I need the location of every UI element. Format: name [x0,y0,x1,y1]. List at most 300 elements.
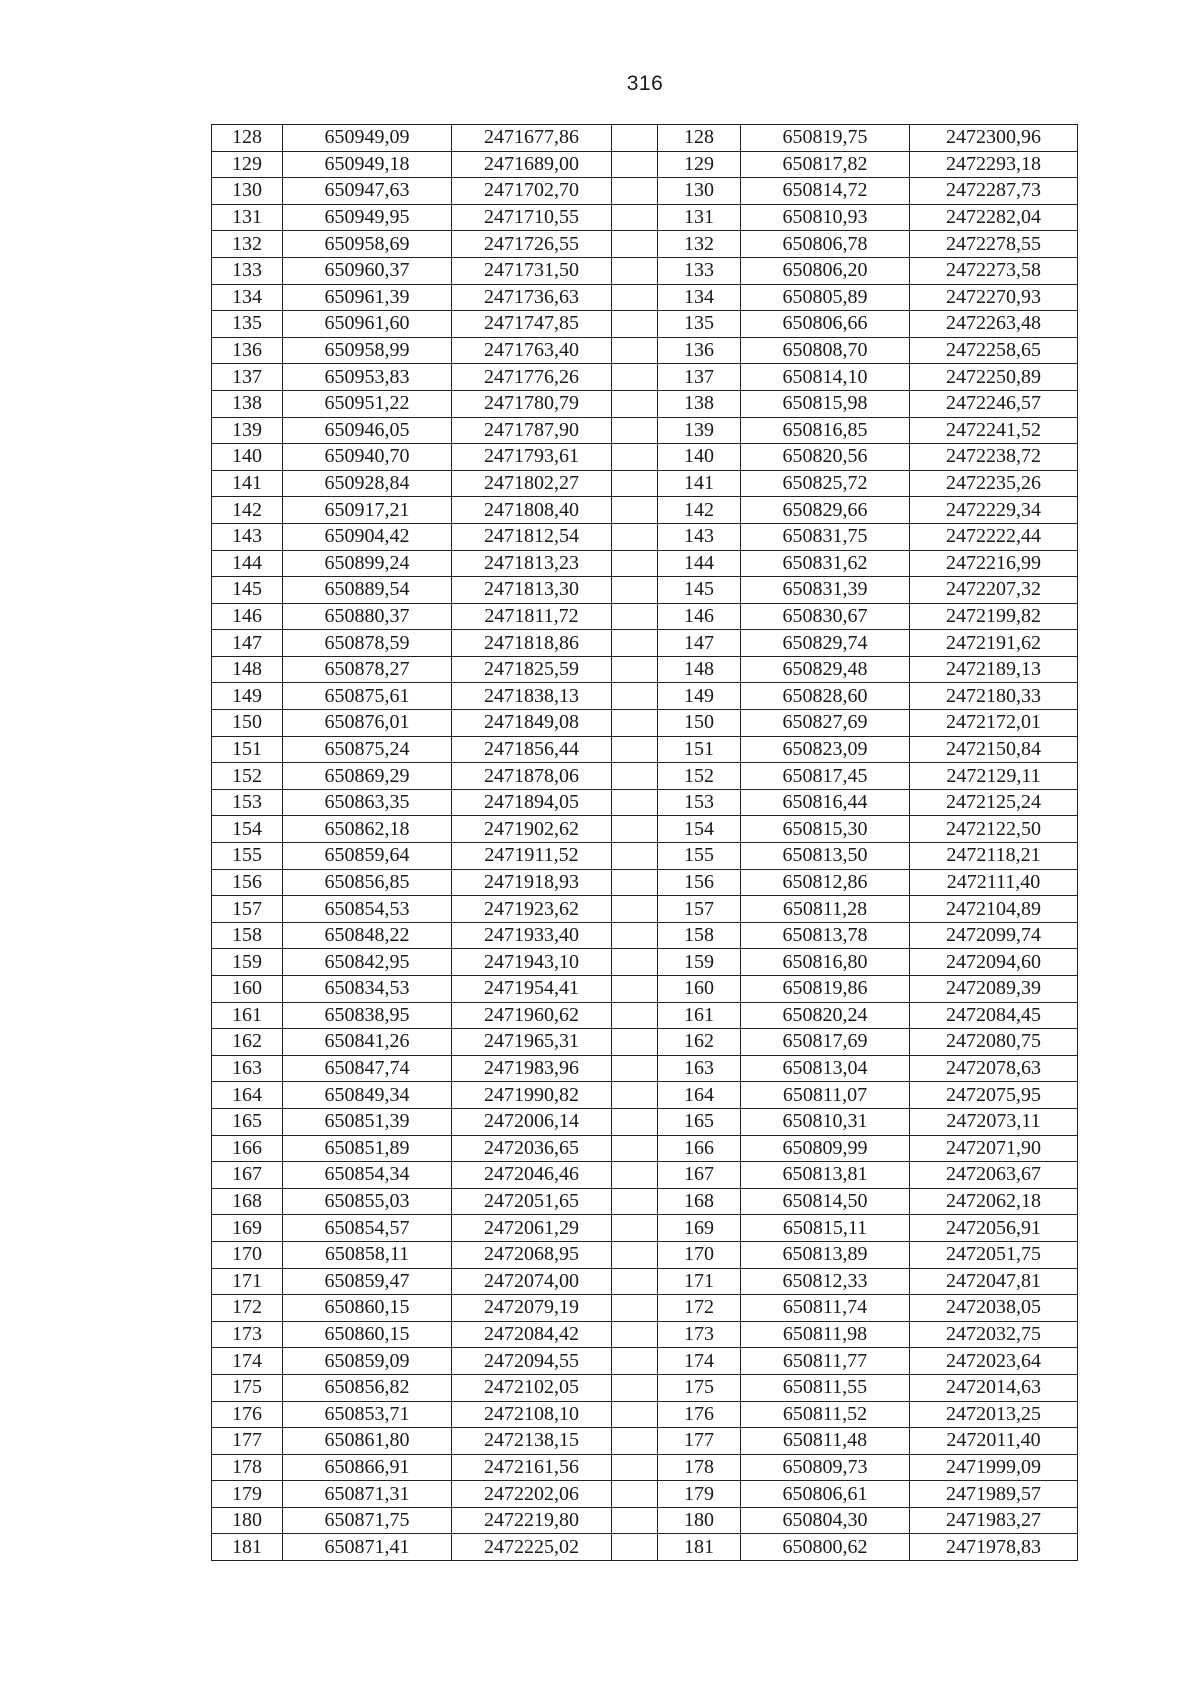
x-coordinate-left-cell: 650866,91 [283,1454,452,1481]
y-coordinate-right-cell: 2472084,45 [910,1002,1078,1029]
x-coordinate-right-cell: 650806,78 [741,231,910,258]
empty-separator-cell [612,257,658,284]
empty-separator-cell [612,1188,658,1215]
point-number-right-cell: 137 [658,364,741,391]
point-number-right-cell: 139 [658,417,741,444]
x-coordinate-left-cell: 650875,61 [283,683,452,710]
x-coordinate-left-cell: 650854,34 [283,1162,452,1189]
y-coordinate-left-cell: 2472006,14 [452,1108,612,1135]
x-coordinate-right-cell: 650805,89 [741,284,910,311]
point-number-left-cell: 148 [212,656,283,683]
x-coordinate-left-cell: 650878,59 [283,630,452,657]
point-number-left-cell: 143 [212,523,283,550]
point-number-right-cell: 136 [658,337,741,364]
x-coordinate-right-cell: 650813,78 [741,922,910,949]
table-row [212,763,1078,790]
point-number-left-cell: 136 [212,337,283,364]
table-row [212,1215,1078,1242]
point-number-right-cell: 145 [658,577,741,604]
y-coordinate-right-cell: 2472111,40 [910,869,1078,896]
x-coordinate-right-cell: 650810,31 [741,1108,910,1135]
x-coordinate-right-cell: 650828,60 [741,683,910,710]
point-number-right-cell: 142 [658,497,741,524]
empty-separator-cell [612,1321,658,1348]
table-row [212,1188,1078,1215]
y-coordinate-right-cell: 2472063,67 [910,1162,1078,1189]
x-coordinate-right-cell: 650817,45 [741,763,910,790]
y-coordinate-left-cell: 2471923,62 [452,896,612,923]
point-number-left-cell: 173 [212,1321,283,1348]
empty-separator-cell [612,710,658,737]
y-coordinate-right-cell: 2472229,34 [910,497,1078,524]
x-coordinate-right-cell: 650810,93 [741,204,910,231]
point-number-right-cell: 147 [658,630,741,657]
y-coordinate-left-cell: 2472061,29 [452,1215,612,1242]
x-coordinate-right-cell: 650819,75 [741,125,910,152]
y-coordinate-right-cell: 2472032,75 [910,1321,1078,1348]
x-coordinate-left-cell: 650953,83 [283,364,452,391]
point-number-left-cell: 135 [212,311,283,338]
point-number-right-cell: 165 [658,1108,741,1135]
x-coordinate-right-cell: 650806,20 [741,257,910,284]
point-number-left-cell: 153 [212,789,283,816]
page-number: 316 [626,72,664,95]
x-coordinate-right-cell: 650830,67 [741,603,910,630]
x-coordinate-left-cell: 650876,01 [283,710,452,737]
y-coordinate-right-cell: 2471989,57 [910,1481,1078,1508]
empty-separator-cell [612,1428,658,1455]
x-coordinate-right-cell: 650809,73 [741,1454,910,1481]
x-coordinate-left-cell: 650958,69 [283,231,452,258]
table-row [212,656,1078,683]
table-row [212,417,1078,444]
table-row [212,337,1078,364]
table-row [212,789,1078,816]
empty-separator-cell [612,1401,658,1428]
x-coordinate-left-cell: 650853,71 [283,1401,452,1428]
point-number-right-cell: 157 [658,896,741,923]
y-coordinate-right-cell: 2472080,75 [910,1029,1078,1056]
point-number-left-cell: 162 [212,1029,283,1056]
point-number-left-cell: 128 [212,125,283,152]
x-coordinate-right-cell: 650813,04 [741,1055,910,1082]
point-number-right-cell: 160 [658,976,741,1003]
x-coordinate-left-cell: 650838,95 [283,1002,452,1029]
x-coordinate-right-cell: 650816,85 [741,417,910,444]
y-coordinate-left-cell: 2471793,61 [452,444,612,471]
x-coordinate-right-cell: 650831,39 [741,577,910,604]
x-coordinate-right-cell: 650817,69 [741,1029,910,1056]
x-coordinate-right-cell: 650811,77 [741,1348,910,1375]
point-number-left-cell: 156 [212,869,283,896]
point-number-right-cell: 141 [658,470,741,497]
y-coordinate-left-cell: 2472108,10 [452,1401,612,1428]
x-coordinate-right-cell: 650817,82 [741,151,910,178]
table-row [212,550,1078,577]
point-number-right-cell: 144 [658,550,741,577]
y-coordinate-right-cell: 2472191,62 [910,630,1078,657]
y-coordinate-left-cell: 2471808,40 [452,497,612,524]
y-coordinate-left-cell: 2472084,42 [452,1321,612,1348]
y-coordinate-right-cell: 2472104,89 [910,896,1078,923]
empty-separator-cell [612,1348,658,1375]
table-body [212,125,1078,1561]
point-number-left-cell: 141 [212,470,283,497]
table-row [212,1374,1078,1401]
x-coordinate-left-cell: 650851,39 [283,1108,452,1135]
x-coordinate-right-cell: 650811,55 [741,1374,910,1401]
y-coordinate-left-cell: 2472102,05 [452,1374,612,1401]
table-row [212,1002,1078,1029]
y-coordinate-left-cell: 2471902,62 [452,816,612,843]
point-number-right-cell: 146 [658,603,741,630]
x-coordinate-right-cell: 650831,75 [741,523,910,550]
point-number-left-cell: 150 [212,710,283,737]
y-coordinate-left-cell: 2472046,46 [452,1162,612,1189]
y-coordinate-left-cell: 2471965,31 [452,1029,612,1056]
y-coordinate-left-cell: 2471763,40 [452,337,612,364]
point-number-left-cell: 166 [212,1135,283,1162]
empty-separator-cell [612,869,658,896]
y-coordinate-right-cell: 2472180,33 [910,683,1078,710]
point-number-left-cell: 170 [212,1241,283,1268]
point-number-left-cell: 165 [212,1108,283,1135]
empty-separator-cell [612,1135,658,1162]
point-number-right-cell: 140 [658,444,741,471]
x-coordinate-left-cell: 650946,05 [283,417,452,444]
point-number-left-cell: 133 [212,257,283,284]
x-coordinate-right-cell: 650819,86 [741,976,910,1003]
empty-separator-cell [612,1108,658,1135]
y-coordinate-right-cell: 2472287,73 [910,178,1078,205]
table-row [212,444,1078,471]
x-coordinate-right-cell: 650813,81 [741,1162,910,1189]
y-coordinate-left-cell: 2472051,65 [452,1188,612,1215]
point-number-right-cell: 170 [658,1241,741,1268]
y-coordinate-left-cell: 2471894,05 [452,789,612,816]
table-row [212,1348,1078,1375]
point-number-left-cell: 175 [212,1374,283,1401]
x-coordinate-right-cell: 650831,62 [741,550,910,577]
point-number-right-cell: 132 [658,231,741,258]
y-coordinate-right-cell: 2471999,09 [910,1454,1078,1481]
point-number-left-cell: 144 [212,550,283,577]
x-coordinate-right-cell: 650816,80 [741,949,910,976]
point-number-right-cell: 143 [658,523,741,550]
point-number-left-cell: 172 [212,1295,283,1322]
table-row [212,949,1078,976]
y-coordinate-left-cell: 2471918,93 [452,869,612,896]
empty-separator-cell [612,497,658,524]
point-number-left-cell: 177 [212,1428,283,1455]
y-coordinate-left-cell: 2471747,85 [452,311,612,338]
y-coordinate-left-cell: 2471702,70 [452,178,612,205]
y-coordinate-right-cell: 2472056,91 [910,1215,1078,1242]
x-coordinate-left-cell: 650947,63 [283,178,452,205]
point-number-left-cell: 132 [212,231,283,258]
y-coordinate-right-cell: 2472078,63 [910,1055,1078,1082]
x-coordinate-right-cell: 650814,72 [741,178,910,205]
table-row [212,1507,1078,1534]
table-row [212,869,1078,896]
point-number-left-cell: 154 [212,816,283,843]
x-coordinate-left-cell: 650880,37 [283,603,452,630]
empty-separator-cell [612,816,658,843]
x-coordinate-right-cell: 650829,66 [741,497,910,524]
point-number-right-cell: 167 [658,1162,741,1189]
point-number-right-cell: 172 [658,1295,741,1322]
x-coordinate-left-cell: 650849,34 [283,1082,452,1109]
table-row [212,816,1078,843]
point-number-left-cell: 139 [212,417,283,444]
point-number-right-cell: 171 [658,1268,741,1295]
table-row [212,1295,1078,1322]
table-row [212,1401,1078,1428]
y-coordinate-right-cell: 2472071,90 [910,1135,1078,1162]
y-coordinate-right-cell: 2472150,84 [910,736,1078,763]
y-coordinate-left-cell: 2471960,62 [452,1002,612,1029]
x-coordinate-right-cell: 650823,09 [741,736,910,763]
x-coordinate-left-cell: 650851,89 [283,1135,452,1162]
point-number-right-cell: 153 [658,789,741,816]
table-row [212,204,1078,231]
empty-separator-cell [612,949,658,976]
x-coordinate-left-cell: 650848,22 [283,922,452,949]
table-row [212,178,1078,205]
x-coordinate-right-cell: 650800,62 [741,1534,910,1561]
y-coordinate-right-cell: 2472273,58 [910,257,1078,284]
y-coordinate-left-cell: 2472202,06 [452,1481,612,1508]
table-row [212,1454,1078,1481]
point-number-left-cell: 152 [212,763,283,790]
y-coordinate-right-cell: 2472172,01 [910,710,1078,737]
x-coordinate-right-cell: 650806,61 [741,1481,910,1508]
point-number-left-cell: 140 [212,444,283,471]
y-coordinate-left-cell: 2472138,15 [452,1428,612,1455]
x-coordinate-left-cell: 650869,29 [283,763,452,790]
point-number-left-cell: 130 [212,178,283,205]
empty-separator-cell [612,656,658,683]
empty-separator-cell [612,284,658,311]
empty-separator-cell [612,577,658,604]
point-number-right-cell: 176 [658,1401,741,1428]
y-coordinate-right-cell: 2472023,64 [910,1348,1078,1375]
y-coordinate-right-cell: 2472051,75 [910,1241,1078,1268]
point-number-left-cell: 163 [212,1055,283,1082]
y-coordinate-left-cell: 2472161,56 [452,1454,612,1481]
point-number-left-cell: 129 [212,151,283,178]
point-number-left-cell: 167 [212,1162,283,1189]
point-number-left-cell: 142 [212,497,283,524]
point-number-right-cell: 178 [658,1454,741,1481]
x-coordinate-left-cell: 650861,80 [283,1428,452,1455]
table-row [212,1321,1078,1348]
point-number-left-cell: 151 [212,736,283,763]
y-coordinate-left-cell: 2471856,44 [452,736,612,763]
point-number-right-cell: 164 [658,1082,741,1109]
empty-separator-cell [612,550,658,577]
table-row [212,1108,1078,1135]
table-row [212,710,1078,737]
empty-separator-cell [612,337,658,364]
y-coordinate-left-cell: 2471933,40 [452,922,612,949]
y-coordinate-left-cell: 2471802,27 [452,470,612,497]
point-number-left-cell: 157 [212,896,283,923]
x-coordinate-left-cell: 650961,60 [283,311,452,338]
x-coordinate-right-cell: 650811,28 [741,896,910,923]
point-number-right-cell: 169 [658,1215,741,1242]
empty-separator-cell [612,125,658,152]
y-coordinate-right-cell: 2472258,65 [910,337,1078,364]
x-coordinate-left-cell: 650961,39 [283,284,452,311]
point-number-right-cell: 138 [658,390,741,417]
x-coordinate-right-cell: 650814,50 [741,1188,910,1215]
point-number-left-cell: 176 [212,1401,283,1428]
coordinates-table [211,124,1078,1561]
point-number-left-cell: 159 [212,949,283,976]
table-row [212,603,1078,630]
point-number-right-cell: 166 [658,1135,741,1162]
y-coordinate-left-cell: 2471726,55 [452,231,612,258]
empty-separator-cell [612,1534,658,1561]
point-number-right-cell: 152 [658,763,741,790]
table-row [212,976,1078,1003]
x-coordinate-right-cell: 650811,07 [741,1082,910,1109]
empty-separator-cell [612,922,658,949]
table-row [212,922,1078,949]
empty-separator-cell [612,1241,658,1268]
point-number-right-cell: 158 [658,922,741,949]
table-row [212,257,1078,284]
x-coordinate-left-cell: 650949,09 [283,125,452,152]
empty-separator-cell [612,763,658,790]
x-coordinate-right-cell: 650806,66 [741,311,910,338]
x-coordinate-left-cell: 650871,31 [283,1481,452,1508]
point-number-left-cell: 149 [212,683,283,710]
point-number-right-cell: 175 [658,1374,741,1401]
y-coordinate-right-cell: 2472235,26 [910,470,1078,497]
x-coordinate-left-cell: 650860,15 [283,1295,452,1322]
table-row [212,1162,1078,1189]
x-coordinate-left-cell: 650904,42 [283,523,452,550]
point-number-right-cell: 131 [658,204,741,231]
point-number-right-cell: 148 [658,656,741,683]
point-number-right-cell: 162 [658,1029,741,1056]
empty-separator-cell [612,976,658,1003]
empty-separator-cell [612,1215,658,1242]
x-coordinate-right-cell: 650809,99 [741,1135,910,1162]
point-number-left-cell: 155 [212,843,283,870]
y-coordinate-left-cell: 2471990,82 [452,1082,612,1109]
y-coordinate-left-cell: 2471731,50 [452,257,612,284]
y-coordinate-left-cell: 2472225,02 [452,1534,612,1561]
table-row [212,1481,1078,1508]
y-coordinate-right-cell: 2472062,18 [910,1188,1078,1215]
x-coordinate-right-cell: 650813,50 [741,843,910,870]
empty-separator-cell [612,1481,658,1508]
x-coordinate-left-cell: 650863,35 [283,789,452,816]
x-coordinate-left-cell: 650949,95 [283,204,452,231]
y-coordinate-left-cell: 2472219,80 [452,1507,612,1534]
empty-separator-cell [612,231,658,258]
y-coordinate-left-cell: 2471677,86 [452,125,612,152]
point-number-right-cell: 156 [658,869,741,896]
x-coordinate-right-cell: 650808,70 [741,337,910,364]
x-coordinate-right-cell: 650813,89 [741,1241,910,1268]
point-number-right-cell: 129 [658,151,741,178]
empty-separator-cell [612,1268,658,1295]
table-row [212,896,1078,923]
x-coordinate-left-cell: 650871,41 [283,1534,452,1561]
y-coordinate-right-cell: 2472094,60 [910,949,1078,976]
point-number-left-cell: 137 [212,364,283,391]
x-coordinate-left-cell: 650859,09 [283,1348,452,1375]
point-number-left-cell: 158 [212,922,283,949]
y-coordinate-left-cell: 2471818,86 [452,630,612,657]
x-coordinate-left-cell: 650878,27 [283,656,452,683]
empty-separator-cell [612,444,658,471]
x-coordinate-right-cell: 650815,98 [741,390,910,417]
y-coordinate-left-cell: 2471780,79 [452,390,612,417]
empty-separator-cell [612,683,658,710]
y-coordinate-left-cell: 2471776,26 [452,364,612,391]
point-number-right-cell: 149 [658,683,741,710]
y-coordinate-right-cell: 2472129,11 [910,763,1078,790]
x-coordinate-left-cell: 650875,24 [283,736,452,763]
point-number-left-cell: 168 [212,1188,283,1215]
y-coordinate-right-cell: 2472293,18 [910,151,1078,178]
x-coordinate-left-cell: 650949,18 [283,151,452,178]
x-coordinate-left-cell: 650871,75 [283,1507,452,1534]
x-coordinate-left-cell: 650859,64 [283,843,452,870]
x-coordinate-right-cell: 650814,10 [741,364,910,391]
x-coordinate-right-cell: 650812,86 [741,869,910,896]
table-row [212,736,1078,763]
point-number-left-cell: 178 [212,1454,283,1481]
y-coordinate-right-cell: 2471983,27 [910,1507,1078,1534]
empty-separator-cell [612,896,658,923]
y-coordinate-right-cell: 2472099,74 [910,922,1078,949]
empty-separator-cell [612,1082,658,1109]
empty-separator-cell [612,1055,658,1082]
x-coordinate-right-cell: 650815,11 [741,1215,910,1242]
point-number-left-cell: 138 [212,390,283,417]
point-number-left-cell: 147 [212,630,283,657]
y-coordinate-right-cell: 2472278,55 [910,231,1078,258]
y-coordinate-right-cell: 2472118,21 [910,843,1078,870]
y-coordinate-right-cell: 2472216,99 [910,550,1078,577]
table-row [212,683,1078,710]
x-coordinate-left-cell: 650856,85 [283,869,452,896]
y-coordinate-right-cell: 2471978,83 [910,1534,1078,1561]
table-row [212,1241,1078,1268]
point-number-left-cell: 145 [212,577,283,604]
point-number-left-cell: 179 [212,1481,283,1508]
y-coordinate-left-cell: 2471736,63 [452,284,612,311]
point-number-left-cell: 180 [212,1507,283,1534]
table-row [212,151,1078,178]
point-number-right-cell: 181 [658,1534,741,1561]
x-coordinate-right-cell: 650811,98 [741,1321,910,1348]
y-coordinate-right-cell: 2472089,39 [910,976,1078,1003]
empty-separator-cell [612,364,658,391]
y-coordinate-left-cell: 2471954,41 [452,976,612,1003]
x-coordinate-right-cell: 650815,30 [741,816,910,843]
y-coordinate-left-cell: 2471811,72 [452,603,612,630]
y-coordinate-left-cell: 2472074,00 [452,1268,612,1295]
x-coordinate-left-cell: 650841,26 [283,1029,452,1056]
x-coordinate-right-cell: 650811,52 [741,1401,910,1428]
